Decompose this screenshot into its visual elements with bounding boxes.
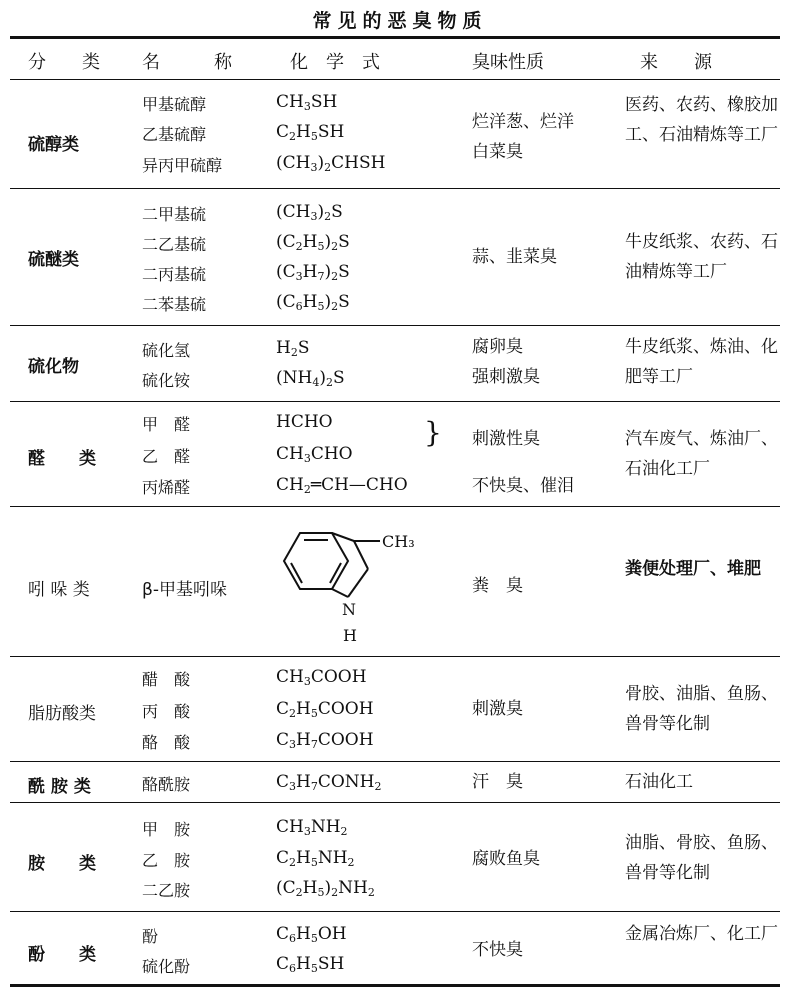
- name-cell: 二丙基硫: [142, 265, 207, 284]
- name-cell: 硫化氢: [142, 341, 191, 360]
- name-cell: 酚: [142, 927, 159, 946]
- name-cell: 甲基硫醇: [142, 95, 207, 114]
- name-cell: 乙 醛: [142, 447, 191, 466]
- name-cell: 硫化铵: [142, 371, 191, 390]
- category-cell: 胺 类: [28, 854, 96, 874]
- bottom-rule: [10, 984, 780, 987]
- formula-cell: $C_3H_7COOH$: [276, 730, 374, 751]
- header-smell: 臭味性质: [472, 52, 544, 73]
- formula-cell: $C_2H_5NH_2$: [276, 848, 355, 869]
- formula-cell: $(CH_3)_2S$: [276, 202, 343, 223]
- row-rule: [10, 656, 780, 657]
- table-title: 常见的恶臭物质: [312, 10, 488, 32]
- formula-cell: $(NH_4)_2S$: [276, 368, 345, 389]
- smell-cell: 强刺激臭: [472, 367, 540, 387]
- smell-cell: 粪 臭: [472, 576, 523, 596]
- category-cell: 酰 胺 类: [28, 777, 91, 797]
- header-category: 分 类: [28, 52, 100, 73]
- formula-cell: $C_2H_5SH$: [276, 122, 345, 143]
- formula-cell: $CH_3SH$: [276, 92, 338, 113]
- hydrogen-label: H: [343, 626, 357, 645]
- formula-cell: $C_6H_5OH$: [276, 924, 347, 945]
- smell-cell: 烂洋葱、烂洋 白菜臭: [472, 112, 574, 162]
- formula-cell: $CH_3NH_2$: [276, 817, 348, 838]
- smell-cell: 汗 臭: [472, 772, 523, 792]
- source-cell: 汽车废气、炼油厂、石油化工厂: [625, 429, 778, 479]
- name-cell: 酪 酸: [142, 733, 191, 752]
- name-cell: 丙 酸: [142, 702, 191, 721]
- header-rule: [10, 79, 780, 80]
- source-cell: 骨胶、油脂、鱼肠、兽骨等化制: [625, 684, 778, 734]
- category-cell: 硫化物: [28, 357, 79, 377]
- row-rule: [10, 911, 780, 912]
- name-cell: 酪酰胺: [142, 775, 191, 794]
- row-rule: [10, 761, 780, 762]
- name-cell: 乙 胺: [142, 851, 191, 870]
- smell-cell: 刺激臭: [472, 699, 523, 719]
- smell-cell: 腐败鱼臭: [472, 849, 540, 869]
- formula-cell: $(C_6H_5)_2S$: [276, 292, 350, 313]
- source-cell: 油脂、骨胶、鱼肠、兽骨等化制: [625, 833, 778, 883]
- row-rule: [10, 325, 780, 326]
- formula-cell: $C_6H_5SH$: [276, 954, 345, 975]
- indole-structure: [262, 513, 432, 653]
- name-cell: 二乙基硫: [142, 235, 207, 254]
- row-rule: [10, 802, 780, 803]
- name-cell: 醋 酸: [142, 670, 191, 689]
- name-cell: 甲 醛: [142, 415, 191, 434]
- smell-cell: 刺激性臭: [472, 429, 540, 449]
- source-cell: 医药、农药、橡胶加工、石油精炼等工厂: [625, 95, 778, 145]
- formula-cell: $CH_3COOH$: [276, 667, 367, 688]
- source-cell: 粪便处理厂、堆肥: [625, 559, 761, 579]
- category-cell: 硫醇类: [28, 135, 79, 155]
- formula-cell: $CH_2═CH—CHO$: [276, 475, 408, 496]
- name-cell: 丙烯醛: [142, 478, 191, 497]
- source-cell: 牛皮纸浆、农药、石油精炼等工厂: [625, 232, 778, 282]
- smell-cell: 蒜、韭菜臭: [472, 247, 557, 267]
- source-cell: 金属冶炼厂、化工厂: [625, 924, 778, 944]
- name-cell: 甲 胺: [142, 820, 191, 839]
- category-cell: 脂肪酸类: [28, 704, 96, 724]
- top-rule: [10, 36, 780, 39]
- smell-cell: 腐卵臭: [472, 337, 523, 357]
- name-cell: 异丙甲硫醇: [142, 156, 223, 175]
- smell-cell: 不快臭: [472, 940, 523, 960]
- formula-cell: $CH_3CHO$: [276, 444, 353, 465]
- smell-cell: 不快臭、催泪: [472, 476, 574, 496]
- formula-cell: $C_3H_7CONH_2$: [276, 772, 382, 793]
- name-cell: 乙基硫醇: [142, 125, 207, 144]
- name-cell: 二甲基硫: [142, 205, 207, 224]
- category-cell: 酚 类: [28, 945, 96, 965]
- methyl-label: CH₃: [382, 532, 415, 551]
- formula-cell: $H_2S$: [276, 338, 310, 359]
- formula-cell: $C_2H_5COOH$: [276, 699, 374, 720]
- brace-mark: }: [424, 416, 442, 449]
- formula-cell: HCHO: [276, 412, 333, 432]
- row-rule: [10, 506, 780, 507]
- header-name: 名 称: [142, 52, 232, 73]
- source-cell: 牛皮纸浆、炼油、化肥等工厂: [625, 337, 778, 387]
- formula-cell: $(C_2H_5)_2NH_2$: [276, 878, 375, 899]
- source-cell: 石油化工: [625, 772, 693, 792]
- category-cell: 硫醚类: [28, 250, 79, 270]
- nitrogen-label: N: [342, 600, 356, 619]
- header-source: 来 源: [640, 52, 712, 73]
- name-cell: 二乙胺: [142, 881, 191, 900]
- name-cell: β-甲基吲哚: [142, 580, 227, 600]
- name-cell: 硫化酚: [142, 957, 191, 976]
- formula-cell: $(C_2H_5)_2S$: [276, 232, 350, 253]
- row-rule: [10, 188, 780, 189]
- category-cell: 吲 哚 类: [28, 580, 90, 600]
- formula-cell: $(CH_3)_2CHSH$: [276, 153, 386, 174]
- name-cell: 二苯基硫: [142, 295, 207, 314]
- formula-cell: $(C_3H_7)_2S$: [276, 262, 350, 283]
- row-rule: [10, 401, 780, 402]
- category-cell: 醛 类: [28, 449, 96, 469]
- header-formula: 化 学 式: [290, 52, 380, 73]
